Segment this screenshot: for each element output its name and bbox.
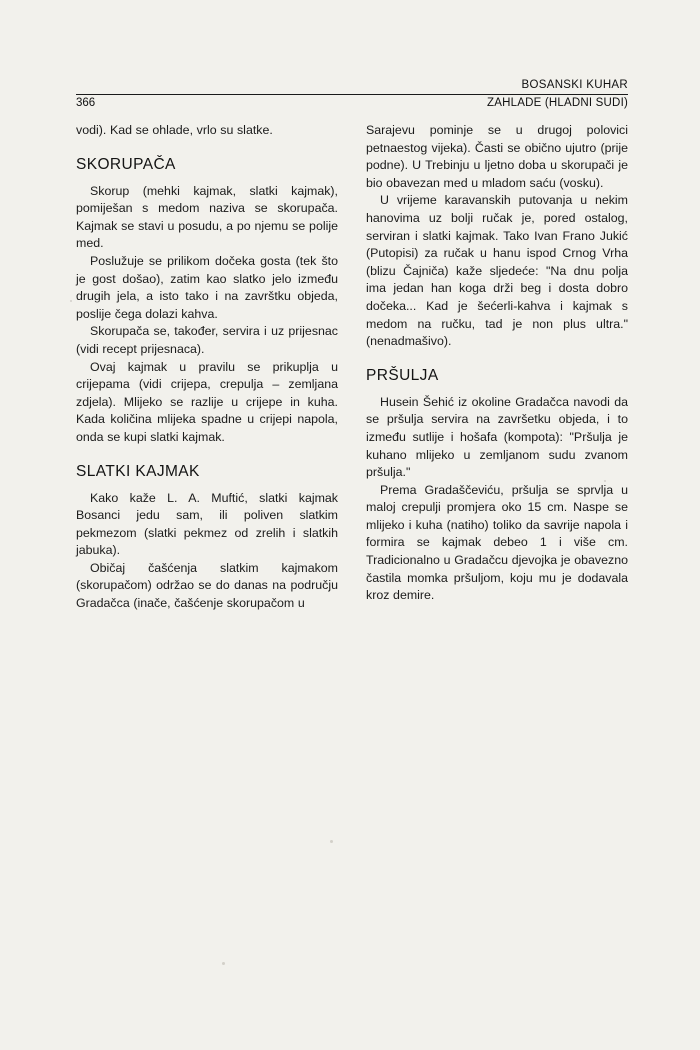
paragraph: Običaj čašćenja slatkim kajmakom (skorupačom) održao se do danas na području Gradačca (inače, čašćenje skorupačom u xyxy=(76,560,338,611)
paragraph: vodi). Kad se ohlade, vrlo su slatke. xyxy=(76,123,273,137)
body-columns xyxy=(76,122,628,613)
scan-speck xyxy=(222,962,225,965)
scan-speck xyxy=(70,300,72,302)
paragraph: Skorupača se, također, servira i uz prijesnac (vidi recept prijesnaca). xyxy=(76,324,338,356)
page-number: 366 xyxy=(76,97,96,109)
paragraph: Prema Gradaščeviću, pršulja se sprvlja u maloj crepulji promjera oko 15 cm. Naspe se mlijeko i kuha (natiho) toliko da savrije napola i formira se kajmak debeo 1 i više cm. Tradicionalno u Gradačcu djevojka je obavezno častila momka pršuljom, koju mu je dodavala kroz demire. xyxy=(366,482,628,603)
running-head: ZAHLADE (HLADNI SUDI) xyxy=(487,97,628,109)
paragraph: Husein Šehić iz okoline Gradačca navodi da se pršulja servira na završetku objeda, i to između sutlije i hošafa (kompota): "Pršulja je kuhano mlijeko u zemljanom sudu zvanom pršulja." xyxy=(366,394,628,480)
scan-speck xyxy=(330,840,333,843)
section-heading-skorupaca: SKORUPAČA xyxy=(76,155,176,173)
left-column xyxy=(76,122,338,613)
header-row xyxy=(76,97,628,109)
scan-speck xyxy=(604,480,606,482)
paragraph: U vrijeme karavanskih putovanja u nekim hanovima uz bolji ručak je, pored ostalog, serviran i slatki kajmak. Tako Ivan Frano Jukić (Putopisi) za ručak u hanu ispod Crnog Vrha (blizu Čajniča) kaže sljedeće: "Na dnu polja ima jedan han koga drži beg i dosta dobro dočeka... Kad je šećerli-kahva i kajmak s medom na ručku, tad je non plus ultra." (nenadmašivo). xyxy=(366,193,628,349)
header-divider xyxy=(76,94,628,95)
section-heading-prsulja: PRŠULJA xyxy=(366,366,439,384)
page-header xyxy=(76,78,628,109)
paragraph: Sarajevu pominje se u drugoj polovici petnaestog vijeka). Časti se obično ujutro (prije podne). U Trebinju u ljetno doba u skorupači je bio obavezan med u mladom saću (vosku). xyxy=(366,123,628,190)
paragraph: Ovaj kajmak u pravilu se prikuplja u crijepama (vidi crijepa, crepulja – zemljana zdjela). Mlijeko se razlije u crijepe in kuha. Kada količina mlijeka spadne u crijepi napola, onda se kupi slatki kajmak. xyxy=(76,359,338,444)
paragraph: Skorup (mehki kajmak, slatki kajmak), pomiješan s medom naziva se skorupača. Kajmak se stavi u posudu, a po njemu se polije med. xyxy=(76,183,338,251)
paragraph: Kako kaže L. A. Muftić, slatki kajmak Bosanci jedu sam, ili poliven slatkim pekmezom (slatki pekmez od zrelih i slatkih jabuka). xyxy=(76,490,338,558)
book-title: BOSANSKI KUHAR xyxy=(521,79,628,91)
section-heading-slatki-kajmak: SLATKI KAJMAK xyxy=(76,462,200,480)
paragraph: Poslužuje se prilikom dočeka gosta (tek što je gost došao), zatim kao slatko jelo između drugih jela, a isto tako i na završtku objeda, poslije čega dolazi kahva. xyxy=(76,253,338,321)
right-column xyxy=(366,122,628,613)
